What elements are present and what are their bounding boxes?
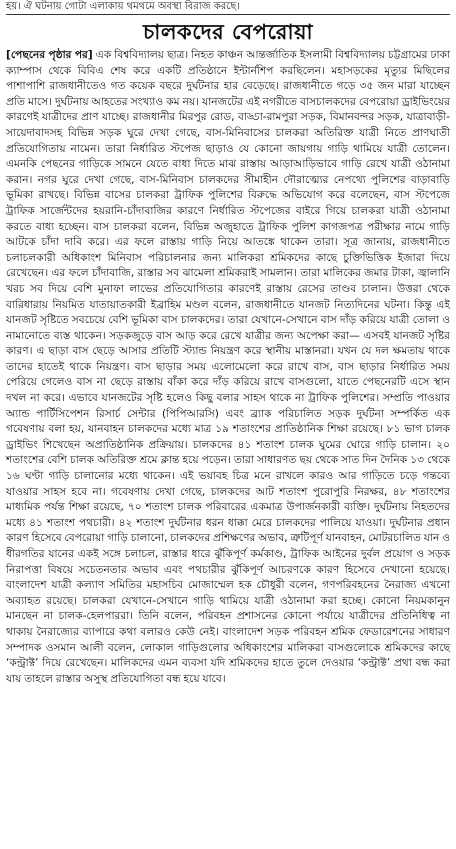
continued-from-label: [পেছনের পৃষ্ঠার পর] [6,49,93,61]
previous-article-tail: হয়। ঐ ঘটনায় গোটা এলাকায় থমথমে অবস্থা বিরাজ করছে। [6,0,450,15]
headline: চালকদের বেপরোয়া [142,20,314,44]
article-text: এক বিশ্ববিদ্যালয় ছাত্র। নিহত কাঞ্চন আন্তর্জাতিক ইসলামী বিশ্ববিদ্যালয় চট্টগ্রামের ঢাকা ক্যাম্পাস থেকে বিবিএ শেষ করে একটি প্রতিষ্ঠানে ইন্টার্নশিপ করছিলেন। মহাসড়কের মৃত্যুর মিছিলের পাশাপাশি রাজধানীতেও গত কয়েক বছরে দুর্ঘটনার হার বেড়েছে। রাজধানীতে গড়ে ৩৫ জন মারা যাচ্ছেন প্রতি মাসে। দুর্ঘটনায় আহতের সংখ্যাও কম নয়। যানজটের এই নগরীতে বাসচালকদের বেপরোয়া ড্রাইভিংয়ের কারণেই যাত্রীদের প্রাণ যাচ্ছে। রাজধানীর মিরপুর রোড, বাড্ডা-রামপুরা সড়ক, বিমানবন্দর সড়ক, যাত্রাবাড়ী-সায়েদাবাদসহ বিভিন্ন সড়ক ঘুরে দেখা গেছে, বাস-মিনিবাসের চালকরা অতিরিক্ত যাত্রী নিতে প্রাণঘাতী প্রতিযোগিতায় নামেন। তারা নির্ধারিত স্টপেজ ছাড়াও যে কোনো জায়গায় গাড়ি থামিয়ে যাত্রী তোলেন। এমনকি পেছনের গাড়িকে সামনে যেতে বাধা দিতে মাঝ রাস্তায় আড়াআড়িভাবে গাড়ি রেখে যাত্রী ওঠানামা করান। নগর ঘুরে দেখা গেছে, বাস-মিনিবাস চালকদের সীমাহীন দৌরাত্ম্যের নেপথ্যে পুলিশের বাড়াবাড়ি ভূমিকা রাখছে। বিভিন্ন বাসের চালকরা ট্রাফিক পুলিশের বিরুদ্ধে অভিযোগ করে বলেছেন, বাস স্টপেজে ট্রাফিক সার্জেন্টদের হয়রানি-চাঁদাবাজির কারণে নির্ধারিত স্টপেজের বাইরে গিয়ে চালকরা যাত্রী ওঠানামা করতে বাধ্য হচ্ছেন। বাস চালকরা বলেন, বিভিন্ন অজুহাতে ট্রাফিক পুলিশ কাগজপত্র পরীক্ষার নামে গাড়ি আটকে চাঁদা দাবি করে। এর ফলে রাস্তায় গাড়ি নিয়ে আতঙ্কে থাকেন তারা। সূত্র জানায়, রাজধানীতে চলাচলকারী অধিকাংশ মিনিবাস পরিচালনার জন্য মালিকরা শ্রমিকদের কাছে চুক্তিভিত্তিক ইজারা দিয়ে রেখেছেন। এর ফলে চাঁদাবাজি, রাস্তার সব ঝামেলা শ্রমিকরাই সামলান। তারা মালিকের জমার টাকা, জ্বালানি খরচ সব দিয়ে বেশি মুনাফা লাভের প্রতিযোগিতার কারণেই রাস্তায় রেসের তাণ্ডব চালান। উত্তরা থেকে বারিধারায় নিয়মিত যাতায়াতকারী ইব্রাহিম মণ্ডল বলেন, রাজধানীতে যানজট নিত্যদিনের ঘটনা। কিন্তু এই যানজট সৃষ্টিতে সবচেয়ে বেশি ভূমিকা বাস চালকদের। তারা যেখানে-সেখানে বাস দাঁড় করিয়ে যাত্রী তোলা ও নামানোতে ব্যস্ত থাকেন। সড়কজুড়ে বাস আড় করে রেখে যাত্রীর জন্য অপেক্ষা করা— এসবই যানজট সৃষ্টির কারণ। এ ছাড়া বাস ছেড়ে আসার প্রতিটি স্ট্যান্ড নিয়ন্ত্রণ করে স্থানীয় মাস্তানরা। যখন যে দল ক্ষমতায় থাকে তাদের হাতেই থাকে নিয়ন্ত্রণ। বাস ছাড়ার সময় এলোমেলো করে রাখে বাস, বাস ছাড়ার নির্ধারিত সময় পেরিয়ে গেলেও বাস না ছেড়ে রাস্তায় বাঁকা করে দাঁড় করিয়ে রাখে বাসগুলো, যাতে পেছনেরটি এসে স্থান দখল না করে। এভাবে যানজটের সৃষ্টি হলেও কিছু বলার সাহস থাকে না ট্রাফিক পুলিশের। সম্প্রতি পাওয়ার অ্যান্ড পার্টিসিপেশন রিসার্চ সেন্টার (পিপিআরসি) এবং ব্র্যাক পরিচালিত সড়ক দুর্ঘটনা সম্পর্কিত এক গবেষণায় বলা হয়, যানবাহন চালকদের মধ্যে মাত্র ১৯ শতাংশের প্রাতিষ্ঠানিক শিক্ষা রয়েছে। ৮১ ভাগ চালক ড্রাইভিং শিখেছেন অপ্রাতিষ্ঠানিক প্রক্রিয়ায়। চালকদের ৪১ শতাংশ চালক ঘুমের ঘোরে গাড়ি চালান। ২০ শতাংশের বেশি চালক অতিরিক্ত শ্রমে ক্লান্ত হয়ে পড়েন। তারা সাধারণত ছয় থেকে সাত দিন দৈনিক ১৩ থেকে ১৬ ঘণ্টা গাড়ি চালানোর মধ্যে থাকেন। এই ভয়াবহ চিত্র মনে রাখলে কারও আর গাড়িতে চড়ে গন্তব্যে যাওয়ার সাহস হবে না। গবেষণায় দেখা গেছে, চালকদের আট শতাংশ পুরোপুরি নিরক্ষর, ৪৮ শতাংশের মাধ্যমিক পর্যন্ত শিক্ষা রয়েছে, ৭০ শতাংশ চালক পরিবারের একমাত্র উপার্জনকারী ব্যক্তি। দুর্ঘটনায় নিহতদের মধ্যে ৪১ শতাংশ পথচারী। ৪২ শতাংশ দুর্ঘটনার ধরন ধাক্কা মেরে চালকদের পালিয়ে যাওয়া। দুর্ঘটনার প্রধান কারণ হিসেবে বেপরোয়া গাড়ি চালানো, চালকদের প্রশিক্ষণের অভাব, ত্রুটিপূর্ণ যানবাহন, মোটরচালিত যান ও ধীরগতির যানের একই সঙ্গে চলাচল, রাস্তার ধারে ঝুঁকিপূর্ণ কর্মকাণ্ড, ট্রাফিক আইনের দুর্বল প্রয়োগ ও সড়ক নিরাপত্তা বিষয়ে সচেতনতার অভাব এবং পথচারীর ঝুঁকিপূর্ণ আচরণকে কারণ হিসেবে দেখানো হয়েছে। বাংলাদেশ যাত্রী কল্যাণ সমিতির মহাসচিব মোজাম্মেল হক চৌধুরী বলেন, গণপরিবহনের নৈরাজ্য এখনো অব্যাহত রয়েছে। চালকরা যেখানে-সেখানে গাড়ি থামিয়ে যাত্রী ওঠানামা করা হচ্ছে। কোনো নিয়মকানুন মানছেন না চালক-হেলপাররা। তিনি বলেন, পরিবহন প্রশাসনের কোনো পর্যায়ে যাত্রীদের প্রতিনিধিত্ব না থাকায় নৈরাজ্যের ব্যাপারে কথা বলারও কেউ নেই। বাংলাদেশ সড়ক পরিবহন শ্রমিক ফেডারেশনের সাধারণ সম্পাদক ওসমান আলী বলেন, লোকাল গাড়িগুলোর অধিকাংশের মালিকরা বাসগুলোকে শ্রমিকদের কাছে ‘কন্ট্রাক্ট’ দিয়ে রেখেছেন। মালিকদের এমন ব্যবসা যদি শ্রমিকদের হাতে তুলে দেওয়ার ‘কন্ট্রাক্ট’ প্রথা বন্ধ করা যায় তাহলে রাস্তার অসুস্থ প্রতিযোগিতা বন্ধ হয়ে যাবে। [6,49,450,685]
article-paragraph [6,48,450,687]
article-body [6,48,450,687]
